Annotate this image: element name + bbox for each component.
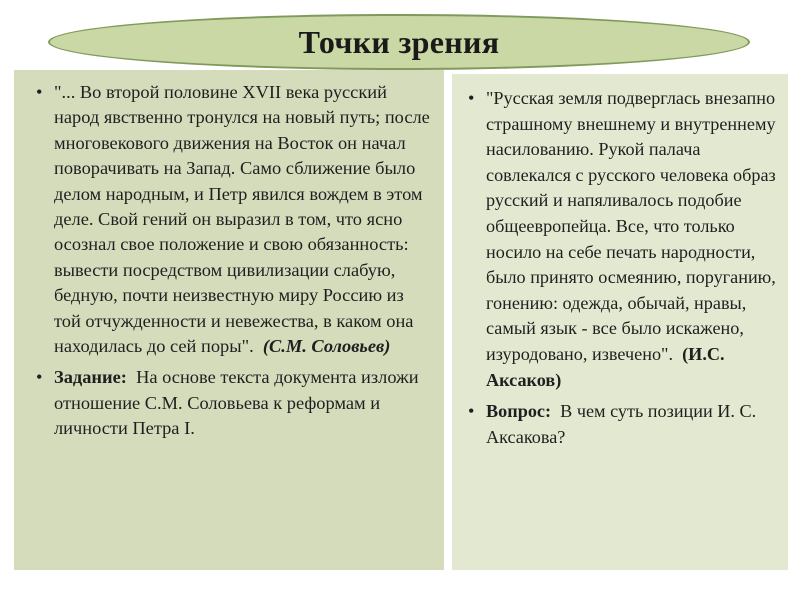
aksakov-author: (И.С. Аксаков) xyxy=(486,343,725,390)
task-label: Задание: xyxy=(54,367,127,388)
question-text: В чем суть позиции И. С. Аксакова? xyxy=(486,401,757,447)
title-banner xyxy=(48,14,750,70)
bullet-icon: • xyxy=(36,82,43,102)
question-label: Вопрос: xyxy=(486,401,552,422)
bullet-icon: • xyxy=(468,401,475,422)
soloviev-author: (С.М. Соловьев) xyxy=(258,336,391,357)
right-question-item xyxy=(468,399,778,450)
left-bullet-list xyxy=(36,80,434,442)
left-task-item xyxy=(36,365,434,441)
bullet-icon: • xyxy=(36,367,43,388)
left-quote-item xyxy=(36,80,434,359)
right-bullet-list xyxy=(468,86,778,450)
left-panel-soloviev xyxy=(14,70,444,570)
soloviev-quote: "... Во второй половине XVII века русский народ явственно тронулся на новый путь; после многовекового движения на Восток он начал поворачивать на Запад. Само сближение было делом народным, и Петр явился вождем в этом деле. Свой гений он выразил в том, что ясно осознал свое положение и свою обязанность: вывести посредством цивилизации слабую, бедную, почти неизвестную миру Россию из той отчужденности и невежества, в каком она находилась до сей поры". xyxy=(54,82,430,357)
right-quote-item xyxy=(468,86,778,393)
slide-title: Точки зрения xyxy=(298,23,500,60)
right-panel-aksakov xyxy=(452,70,788,570)
bullet-icon: • xyxy=(468,88,475,108)
aksakov-quote: "Русская земля подверглась внезапно страшному внешнему и внутреннему насилованию. Рукой палача совлекался с русского человека образ русский и напяливалось подобие общеевропейца. Все, что только носило на себе печать народности, было принято осмеянию, поруганию, гонению: одежда, обычай, нравы, самый язык - все было искажено, изуродовано, извечено". xyxy=(486,88,776,364)
task-text: На основе текста документа изложи отношение С.М. Соловьева к реформам и личности Петра I. xyxy=(54,367,419,439)
